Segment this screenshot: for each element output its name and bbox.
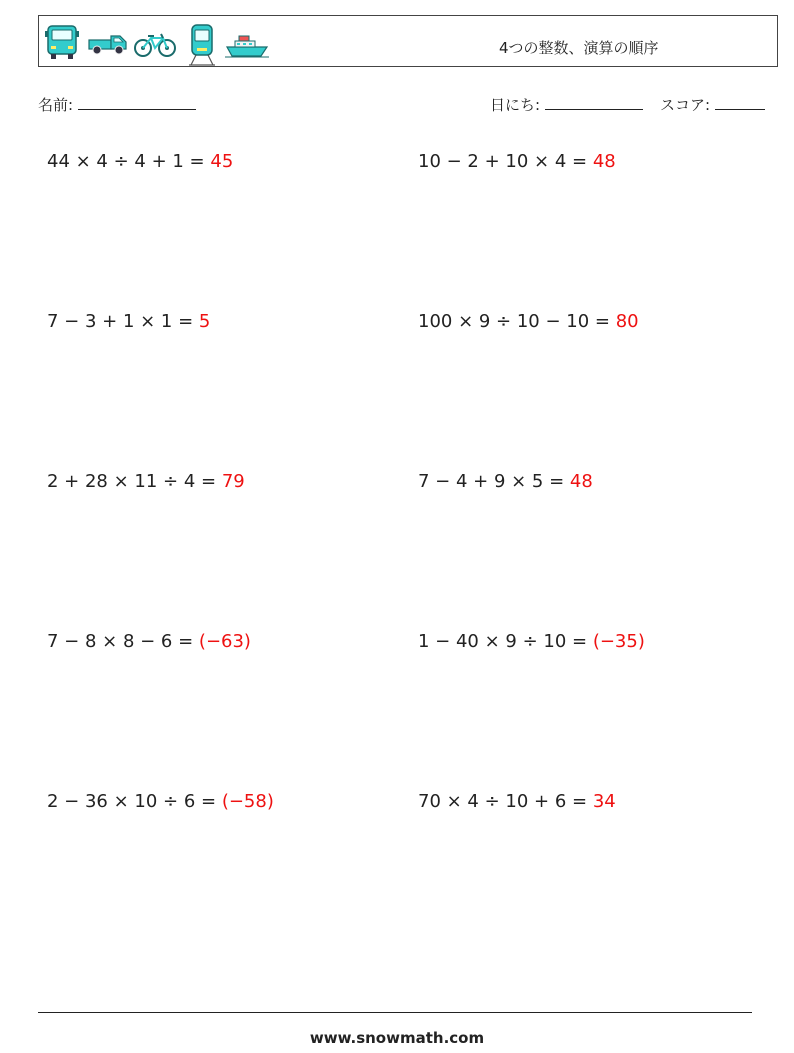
problem-4 bbox=[418, 311, 639, 332]
worksheet-header bbox=[38, 15, 778, 67]
worksheet-title: 4つの整数、演算の順序 bbox=[499, 39, 659, 57]
date-line bbox=[545, 95, 643, 110]
problem-8 bbox=[418, 631, 645, 652]
problem-3 bbox=[47, 311, 210, 332]
problem-5 bbox=[47, 471, 245, 492]
problem-expression: 7 − 3 + 1 × 1 = bbox=[47, 311, 199, 332]
score-line bbox=[715, 95, 765, 110]
problem-expression: 10 − 2 + 10 × 4 = bbox=[418, 151, 593, 172]
problem-expression: 100 × 9 ÷ 10 − 10 = bbox=[418, 311, 616, 332]
date-field[interactable] bbox=[490, 94, 643, 115]
bicycle-icon bbox=[133, 32, 177, 58]
name-field[interactable] bbox=[38, 94, 196, 115]
problem-9 bbox=[47, 791, 274, 812]
ship-icon bbox=[225, 34, 269, 58]
problem-expression: 1 − 40 × 9 ÷ 10 = bbox=[418, 631, 593, 652]
problem-expression: 2 + 28 × 11 ÷ 4 = bbox=[47, 471, 222, 492]
problem-expression: 44 × 4 ÷ 4 + 1 = bbox=[47, 151, 211, 172]
footer-url[interactable]: www.snowmath.com bbox=[309, 1029, 485, 1047]
problem-10 bbox=[418, 791, 616, 812]
problem-answer: 79 bbox=[221, 471, 245, 492]
problem-answer: (−58) bbox=[221, 791, 274, 812]
date-label: 日にち: bbox=[490, 96, 541, 114]
problem-expression: 70 × 4 ÷ 10 + 6 = bbox=[418, 791, 593, 812]
pickup-truck-icon bbox=[87, 32, 129, 56]
problem-6 bbox=[418, 471, 593, 492]
score-field[interactable] bbox=[660, 94, 765, 115]
tram-icon bbox=[187, 22, 217, 66]
problem-7 bbox=[47, 631, 251, 652]
bus-icon bbox=[45, 24, 79, 60]
problem-answer: 34 bbox=[592, 791, 616, 812]
score-label: スコア: bbox=[660, 96, 711, 114]
footer-divider bbox=[38, 1012, 752, 1013]
problem-expression: 2 − 36 × 10 ÷ 6 = bbox=[47, 791, 222, 812]
name-line bbox=[78, 95, 196, 110]
problem-answer: 80 bbox=[615, 311, 639, 332]
problem-2 bbox=[418, 151, 616, 172]
problem-answer: 45 bbox=[210, 151, 234, 172]
problem-expression: 7 − 8 × 8 − 6 = bbox=[47, 631, 199, 652]
problem-answer: 48 bbox=[592, 151, 616, 172]
problem-expression: 7 − 4 + 9 × 5 = bbox=[418, 471, 570, 492]
problem-answer: 5 bbox=[198, 311, 211, 332]
problem-answer: (−35) bbox=[592, 631, 645, 652]
problem-answer: (−63) bbox=[198, 631, 251, 652]
problem-1 bbox=[47, 151, 233, 172]
name-label: 名前: bbox=[38, 96, 74, 114]
problem-answer: 48 bbox=[569, 471, 593, 492]
